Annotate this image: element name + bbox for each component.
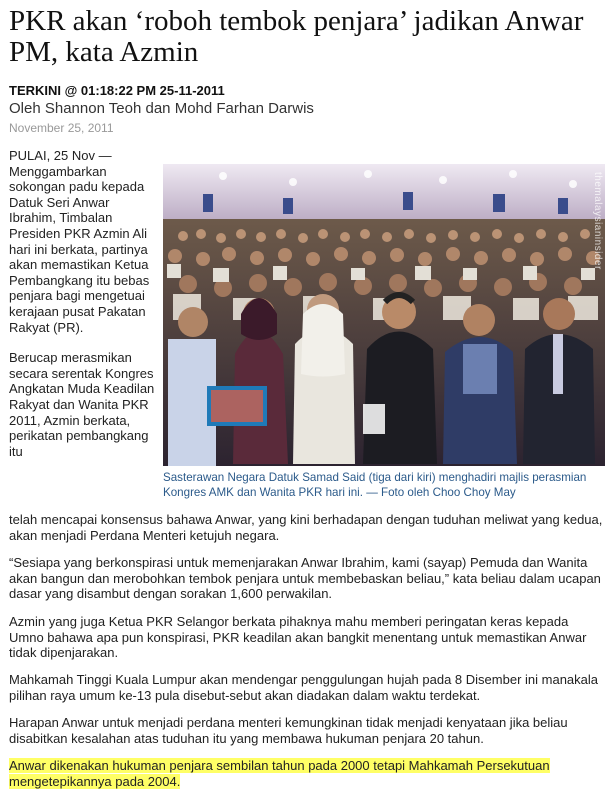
- paragraph-2-continued: telah mencapai konsensus bahawa Anwar, yang kini berhadapan dengan tuduhan meliwat yang kedua, akan menjadi Perdana Menteri ketujuh negara.: [9, 512, 603, 543]
- paragraph-5: Mahkamah Tinggi Kuala Lumpur akan mendengar penggulungan hujah pada 8 Disember ini manakala pilihan raya umum ke-13 pula disebut-sebut akan diadakan dalam waktu terdekat.: [9, 672, 598, 703]
- article-body-column: [9, 148, 157, 474]
- photo-watermark: themalaysianinsider: [592, 172, 603, 270]
- paragraph-6: Harapan Anwar untuk menjadi perdana menteri kemungkinan tidak menjadi kenyataan jika beliau disabitkan kesalahan atas tuduhan itu yang membawa hukuman penjara 20 tahun.: [9, 715, 568, 746]
- paragraph-1: PULAI, 25 Nov — Menggambarkan sokongan padu kepada Datuk Seri Anwar Ibrahim, Timbalan Presiden PKR Azmin Ali hari ini berkata, partinya akan memastikan Ketua Pembangkang itu bebas penjara bagi mengetuai kerajaan pusat Pakatan Rakyat (PR).: [9, 148, 150, 335]
- crowd-photo-illustration: [163, 164, 605, 466]
- photo-caption: Sasterawan Negara Datuk Samad Said (tiga dari kiri) menghadiri majlis perasmian Kongres AMK dan Wanita PKR hari ini. — Foto oleh Choo Choy May: [163, 471, 587, 499]
- article-date: November 25, 2011: [9, 121, 114, 135]
- terkini-timestamp: TERKINI @ 01:18:22 PM 25-11-2011: [9, 83, 225, 98]
- highlight-line-2: mengetepikannya pada 2004.: [9, 773, 181, 789]
- article-photo[interactable]: [163, 164, 605, 466]
- article-headline: PKR akan ‘roboh tembok penjara’ jadikan Anwar PM, kata Azmin: [9, 5, 584, 68]
- article-byline: Oleh Shannon Teoh dan Mohd Farhan Darwis: [9, 100, 314, 117]
- paragraph-4: Azmin yang juga Ketua PKR Selangor berkata pihaknya mahu memberi peringatan keras kepada Umno bahawa apa pun konspirasi, PKR keadilan akan bangkit menentang untuk memastikan Anwar tidak dipenjarakan.: [9, 614, 587, 661]
- paragraph-3: “Sesiapa yang berkonspirasi untuk memenjarakan Anwar Ibrahim, kami (sayap) Pemuda dan Wanita akan bangun dan merobohkan tembok penjara untuk membebaskan beliau,” kata beliau dalam ucapan dasar yang disambut dengan sorakan 1,600 perwakilan.: [9, 555, 601, 602]
- paragraph-7-highlighted: [9, 758, 605, 789]
- paragraph-2-start: Berucap merasmikan secara serentak Kongres Angkatan Muda Keadilan Rakyat dan Wanita PKR 2011, Azmin berkata, perikatan pembangkang itu: [9, 350, 155, 459]
- highlight-line-1: Anwar dikenakan hukuman penjara sembilan tahun pada 2000 tetapi Mahkamah Persekutuan: [9, 758, 550, 773]
